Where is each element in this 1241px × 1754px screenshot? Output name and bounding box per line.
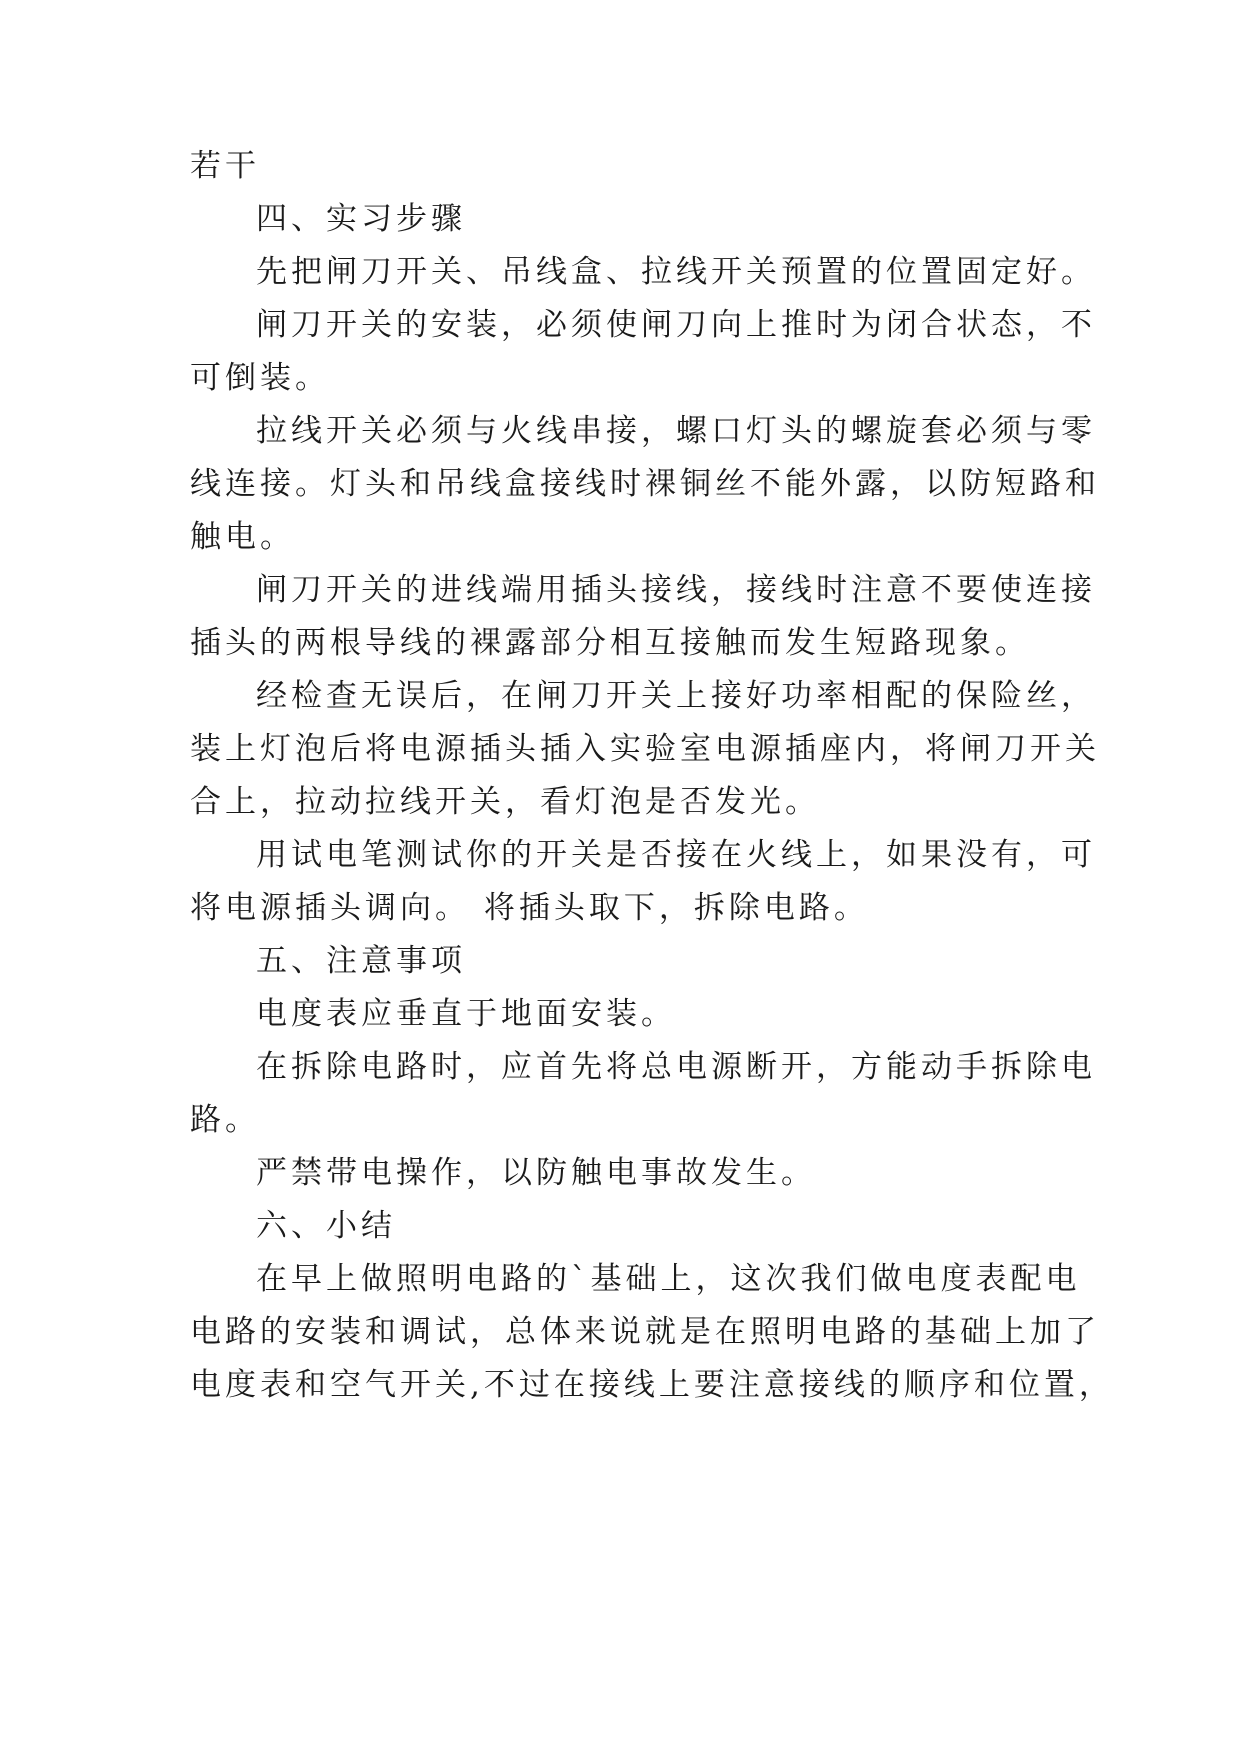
text-line: 插头的两根导线的裸露部分相互接触而发生短路现象。 — [190, 625, 1030, 661]
text-line: 装上灯泡后将电源插头插入实验室电源插座内，将闸刀开关 — [190, 731, 1100, 767]
text-line: 经检查无误后，在闸刀开关上接好功率相配的保险丝， — [256, 678, 1096, 714]
text-line: 闸刀开关的安装，必须使闸刀向上推时为闭合状态，不 — [256, 307, 1096, 343]
text-line: 闸刀开关的进线端用插头接线，接线时注意不要使连接 — [256, 572, 1096, 608]
text-line: 若干 — [190, 148, 260, 184]
text-line: 触电。 — [190, 519, 295, 555]
text-line: 电度表应垂直于地面安装。 — [256, 996, 676, 1032]
section-heading-summary: 六、小结 — [256, 1208, 396, 1244]
text-line: 路。 — [190, 1102, 260, 1138]
text-line: 线连接。灯头和吊线盒接线时裸铜丝不能外露，以防短路和 — [190, 466, 1100, 502]
text-line: 拉线开关必须与火线串接，螺口灯头的螺旋套必须与零 — [256, 413, 1096, 449]
section-heading-notes: 五、注意事项 — [256, 943, 466, 979]
text-line: 在早上做照明电路的`基础上，这次我们做电度表配电 — [256, 1261, 1081, 1297]
text-line: 可倒装。 — [190, 360, 330, 396]
text-line: 电路的安装和调试，总体来说就是在照明电路的基础上加了 — [190, 1314, 1100, 1350]
text-line: 在拆除电路时，应首先将总电源断开，方能动手拆除电 — [256, 1049, 1096, 1085]
section-heading-steps: 四、实习步骤 — [256, 201, 466, 237]
text-line: 电度表和空气开关,不过在接线上要注意接线的顺序和位置， — [190, 1367, 1114, 1403]
text-line: 先把闸刀开关、吊线盒、拉线开关预置的位置固定好。 — [256, 254, 1096, 290]
text-line: 合上，拉动拉线开关，看灯泡是否发光。 — [190, 784, 820, 820]
text-line: 严禁带电操作，以防触电事故发生。 — [256, 1155, 816, 1191]
text-line: 用试电笔测试你的开关是否接在火线上，如果没有，可 — [256, 837, 1096, 873]
text-line: 将电源插头调向。 将插头取下，拆除电路。 — [190, 890, 869, 926]
